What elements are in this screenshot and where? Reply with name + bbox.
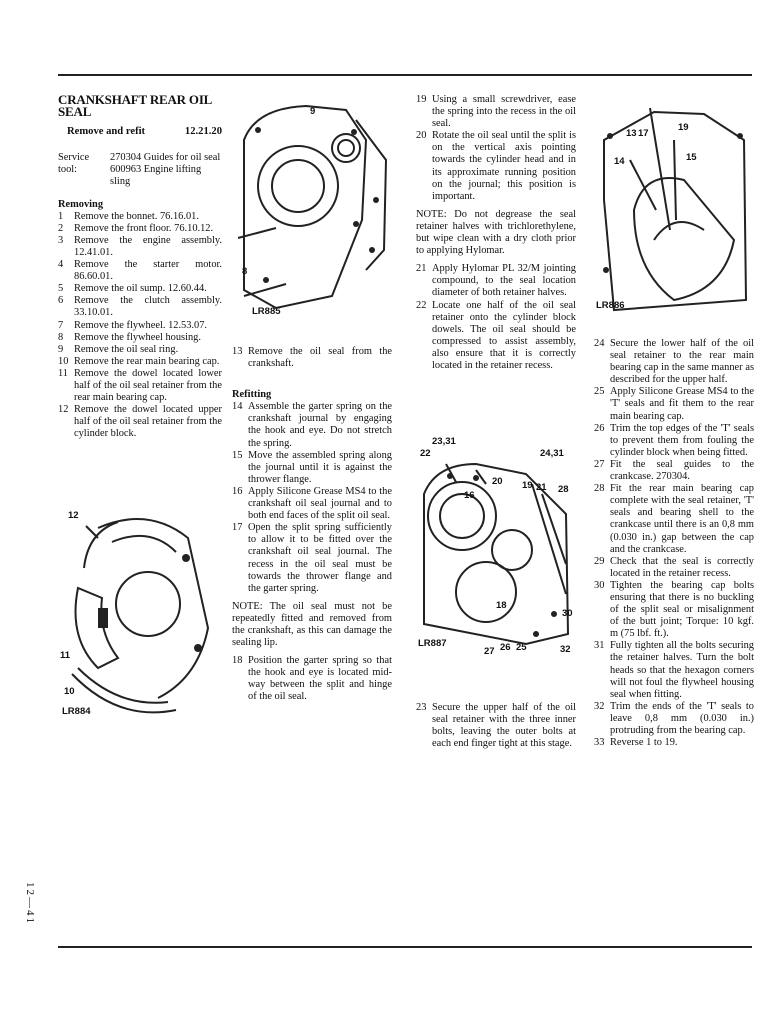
list-item [58, 211, 222, 223]
step-text: Locate one half of the oil seal retainer onto the cylinder block dowels. The oil seal should be compressed to assist assembly, also ensure that it is correctly located in the retainer recess. [432, 299, 576, 371]
step-text: Secure the lower half of the oil seal retainer to the rear main bearing cap in the same manner as described for the upper half. [610, 338, 754, 386]
step-number: 11 [58, 367, 69, 379]
list-item [58, 235, 222, 259]
step-number: 4 [58, 259, 64, 271]
step-text: Assemble the garter spring on the crankshaft journal by engaging the hook and eye. Do not stretch the spring. [248, 401, 392, 449]
step-text: Tighten the bearing cap bolts ensuring that there is no buckling of the split seal or misalignment of the butt joint; Torque: 10 kgf. m (75 lbf. ft.). [610, 579, 754, 640]
callout: 17 [638, 128, 649, 139]
step-text: Apply Silicone Grease MS4 to the crankshaft oil seal journal and to both end faces of the split oil seal. [248, 485, 392, 522]
seal-guide-illustration [594, 100, 752, 324]
step-text: Remove the starter motor. 86.60.01. [74, 259, 222, 283]
step-text: Apply Hylomar PL 32/M jointing compound, to the seal location diameter of both retainer halves. [432, 263, 576, 299]
step-text: Remove the front floor. 76.10.12. [74, 222, 214, 234]
step-number: 8 [58, 331, 64, 343]
step-number: 6 [58, 295, 64, 307]
list-item [594, 459, 754, 483]
figure-ref: LR887 [418, 638, 447, 649]
step-number: 14 [232, 401, 243, 413]
figure-lr886 [594, 100, 752, 324]
callout: 21 [536, 482, 547, 493]
step-text: Remove the oil sump. 12.60.44. [74, 283, 207, 295]
step-number: 21 [416, 263, 427, 275]
callout: 12 [68, 510, 79, 521]
callout: 30 [562, 608, 573, 619]
callout: 32 [560, 644, 571, 655]
list-item [232, 486, 392, 522]
step-text: Rotate the oil seal until the split is on the vertical axis pointing towards the cylinder head and in its approximate running position on the journal; this position is important. [432, 130, 576, 202]
step-number: 3 [58, 234, 64, 246]
step-text: Position the garter spring so that the hook and eye is located mid-way between the split and hinge of the oil seal. [248, 655, 392, 703]
step-number: 20 [416, 130, 427, 142]
step-text: Remove the dowel located lower half of the oil seal retainer from the rear main bearing cap. [74, 367, 222, 404]
list-item [594, 483, 754, 556]
figure-lr885 [236, 100, 392, 322]
callout: 24,31 [540, 448, 564, 459]
step-number: 13 [232, 346, 243, 357]
step-number: 25 [594, 386, 605, 398]
column-3-lower [416, 702, 576, 750]
bottom-rule [58, 946, 752, 948]
service-tools [58, 152, 222, 188]
step-number: 28 [594, 483, 605, 495]
step-number: 29 [594, 555, 605, 567]
step-number: 31 [594, 640, 605, 652]
step-text: Move the assembled spring along the journal until it is against the thrower flange. [248, 449, 392, 485]
list-item [594, 580, 754, 640]
column-4 [594, 338, 754, 749]
list-item [58, 356, 222, 368]
list-item [58, 404, 222, 440]
list-item [58, 344, 222, 356]
figure-lr884 [58, 508, 224, 734]
step-text: Trim the ends of the 'T' seals to leave 0,8 mm (0.030 in.) protruding from the bearing cap. [610, 700, 754, 736]
refit-steps-b [416, 94, 576, 203]
list-item [594, 386, 754, 422]
step-text: Fit the rear main bearing cap complete with the seal retainer, 'T' seals and bearing shell to the crankcase until there is an 0,8 mm (0.030 in.) gap between the cap and the crankcase. [610, 483, 754, 555]
step-text: Remove the dowel located upper half of the oil seal retainer from the cylinder block. [74, 404, 222, 440]
callout: 13 [626, 128, 637, 139]
step-text: Remove the bonnet. 76.16.01. [74, 210, 199, 222]
bearing-cap-illustration [58, 508, 224, 734]
step-text: Apply Silicone Grease MS4 to the 'T' seals and fit them to the rear main bearing cap. [610, 386, 754, 422]
step-number: 26 [594, 422, 605, 434]
list-item [58, 320, 222, 332]
step-13-list [232, 346, 392, 370]
callout: 19 [678, 122, 689, 133]
callout: 26 [500, 642, 511, 653]
step-23-list [416, 702, 576, 750]
seal-retainer-illustration [416, 434, 576, 662]
list-item [232, 655, 392, 703]
subtitle-row [58, 126, 222, 138]
callout: 9 [310, 106, 316, 117]
list-item [58, 259, 222, 283]
list-item [416, 130, 576, 203]
step-text: Secure the upper half of the oil seal retainer with the three inner bolts, leaving the outer bolts at each end finger tight at this stage. [432, 702, 576, 750]
step-number: 15 [232, 449, 243, 461]
refit-steps-a [232, 401, 392, 595]
step-number: 18 [232, 655, 243, 667]
step-number: 19 [416, 94, 427, 105]
callout: 22 [420, 448, 431, 459]
service-tool-label: Service tool: [58, 152, 90, 176]
step-number: 10 [58, 355, 69, 367]
column-1 [58, 94, 222, 440]
list-item [594, 737, 754, 749]
step-text: Open the split spring sufficiently to allow it to be fitted over the crankshaft oil seal journal. The recess in the oil seal must be towards the thrower flange and the garter spring. [248, 522, 392, 594]
list-item [58, 368, 222, 404]
list-item [58, 332, 222, 344]
step-number: 9 [58, 343, 64, 355]
top-rule [58, 74, 752, 76]
callout: 23,31 [432, 436, 456, 447]
service-tool: 270304 Guides for oil seal [110, 152, 221, 164]
callout: 28 [558, 484, 569, 495]
refit-steps-d [594, 338, 754, 749]
step-text: Remove the engine assembly. 12.41.01. [74, 234, 222, 258]
step-text: Remove the oil seal ring. [74, 343, 179, 355]
step-text: Fit the seal guides to the crankcase. 270304. [610, 458, 754, 483]
step-number: 2 [58, 222, 64, 234]
figure-ref: LR886 [596, 300, 625, 311]
page-title: CRANKSHAFT REAR OIL SEAL [58, 92, 212, 120]
list-item [232, 401, 392, 449]
list-item [58, 283, 222, 295]
column-2 [232, 346, 392, 704]
step-number: 17 [232, 522, 243, 534]
callout: 19 [522, 480, 533, 491]
list-item [416, 300, 576, 373]
list-item [416, 94, 576, 130]
service-tool: 600963 Engine lifting sling [110, 164, 202, 188]
step-number: 7 [58, 319, 64, 331]
step-text: Check that the seal is correctly located in the retainer recess. [610, 555, 754, 579]
callout: 10 [64, 686, 75, 697]
list-item [232, 450, 392, 486]
step-text: Remove the flywheel housing. [74, 331, 201, 343]
list-item [58, 223, 222, 235]
callout: 18 [496, 600, 507, 611]
step-number: 24 [594, 338, 605, 349]
removing-heading: Removing [58, 198, 104, 210]
callout: 11 [60, 650, 71, 661]
step-18-list [232, 655, 392, 703]
step-number: 30 [594, 579, 605, 591]
note-seal: NOTE: The oil seal must not be repeatedly fitted and removed from the crankshaft, as this can damage the sealing lip. [232, 600, 392, 649]
list-item [58, 295, 222, 319]
step-number: 32 [594, 700, 605, 712]
flywheel-housing-illustration [236, 100, 392, 322]
operation-number: 12.21.20 [184, 126, 222, 138]
step-number: 16 [232, 485, 243, 497]
note-degrease: NOTE: Do not degrease the seal retainer halves with trichlorethylene, but wipe clean with a dry cloth prior to applying Hylomar. [416, 208, 576, 257]
step-text: Using a small screwdriver, ease the spring into the recess in the oil seal. [432, 94, 576, 130]
step-number: 1 [58, 210, 64, 222]
refit-steps-c [416, 263, 576, 372]
step-text: Fully tighten all the bolts securing the retainer halves. Turn the bolt heads so that the hexagon corners will not foul the flywheel housing seal when fitting. [610, 640, 754, 700]
step-text: Remove the rear main bearing cap. [74, 355, 220, 367]
removing-steps [58, 211, 222, 441]
refitting-heading: Refitting [232, 389, 272, 401]
step-number: 5 [58, 283, 64, 295]
column-3 [416, 94, 576, 372]
list-item [232, 522, 392, 595]
step-number: 22 [416, 299, 427, 311]
list-item [232, 346, 392, 370]
page-number: 12—41 [24, 882, 36, 925]
list-item [416, 702, 576, 750]
list-item [594, 423, 754, 459]
figure-lr887 [416, 434, 576, 662]
step-number: 27 [594, 458, 605, 470]
step-text: Remove the flywheel. 12.53.07. [74, 319, 208, 331]
callout: 16 [464, 490, 475, 501]
step-number: 12 [58, 404, 69, 416]
step-number: 23 [416, 702, 427, 713]
figure-ref: LR885 [252, 306, 281, 317]
callout: 25 [516, 642, 527, 653]
callout: 20 [492, 476, 503, 487]
list-item [594, 640, 754, 700]
callout: 15 [686, 152, 697, 163]
step-number: 33 [594, 737, 605, 749]
callout: 8 [242, 266, 248, 277]
step-text: Remove the oil seal from the crankshaft. [248, 346, 392, 370]
callout: 27 [484, 646, 495, 657]
step-text: Trim the top edges of the 'T' seals to prevent them from fouling the cylinder block when being fitted. [610, 422, 754, 458]
step-text: Reverse 1 to 19. [610, 737, 678, 749]
figure-ref: LR884 [62, 706, 91, 717]
list-item [594, 701, 754, 737]
list-item [594, 556, 754, 580]
step-text: Remove the clutch assembly. 33.10.01. [74, 295, 222, 319]
list-item [416, 263, 576, 299]
callout: 14 [614, 156, 625, 167]
list-item [594, 338, 754, 386]
subtitle: Remove and refit [67, 126, 146, 138]
